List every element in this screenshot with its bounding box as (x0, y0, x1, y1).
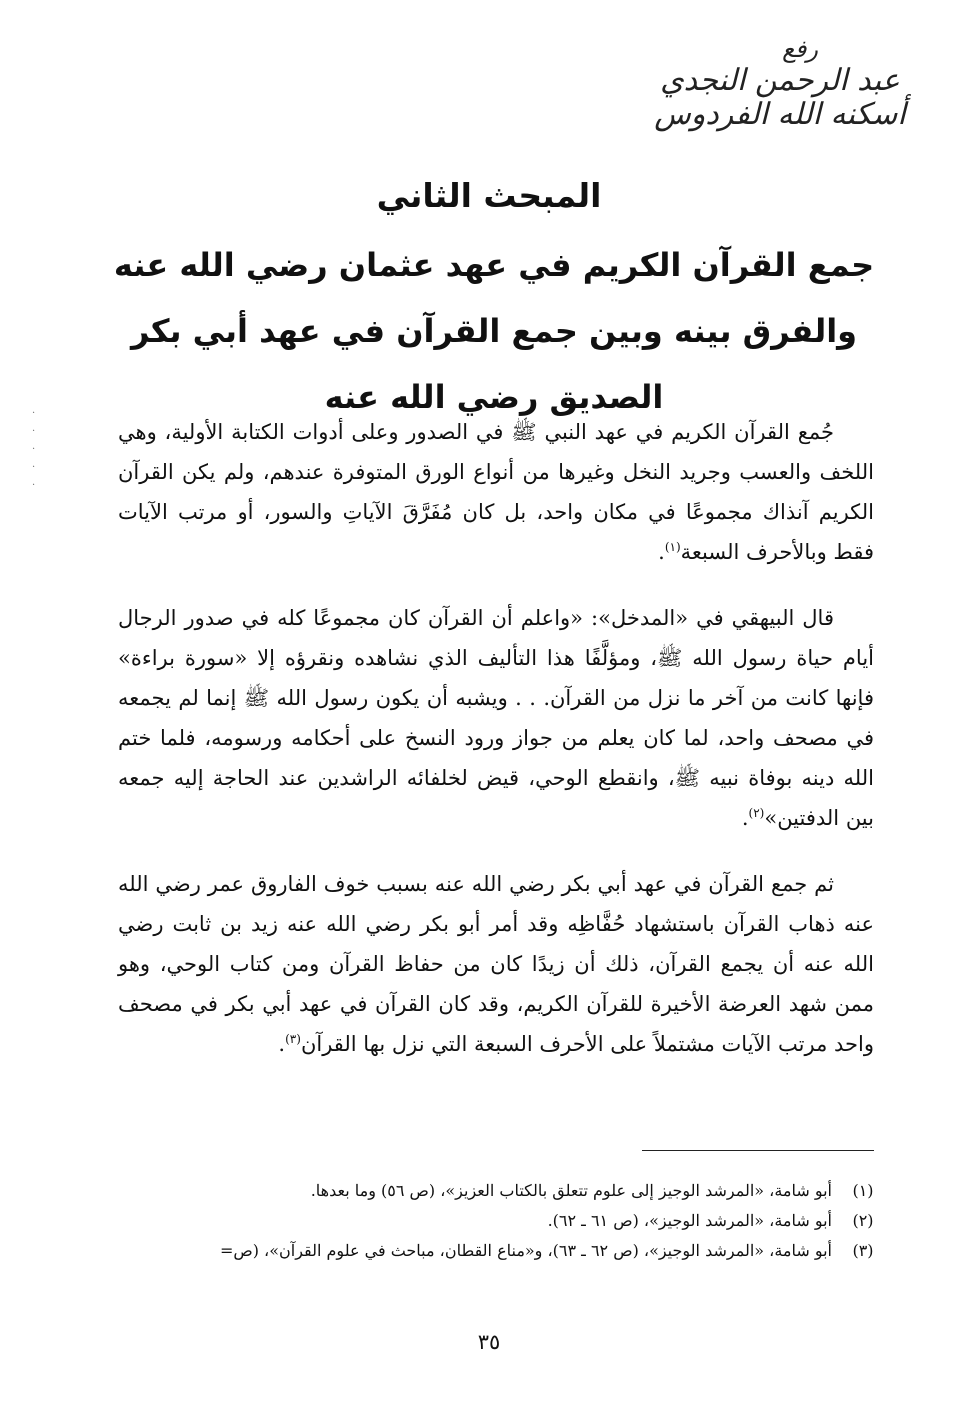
footnote-number: (٢) (852, 1211, 874, 1230)
paragraph-2 (118, 598, 874, 838)
footnote-ref[interactable]: (٣) (285, 1032, 301, 1046)
body-text (118, 412, 874, 1090)
footnote-item (110, 1206, 878, 1236)
paragraph-end: . (658, 540, 665, 564)
footnote-item (110, 1176, 878, 1206)
page-number: ٣٥ (477, 1330, 501, 1354)
section-title: المبحث الثاني (376, 176, 602, 215)
stamp-line-3: أسكنه الله الفردوس (654, 97, 906, 133)
paragraph-end: . (278, 1032, 286, 1056)
footnote-text: أبو شامة، «المرشد الوجيز»، (ص ٦٢ ـ ٦٣)، و«مناع القطان، مباحث في علوم القرآن»، (ص= (219, 1241, 832, 1260)
footnotes (110, 1176, 878, 1266)
footnote-text: أبو شامة، «المرشد الوجيز إلى علوم تتعلق بالكتاب العزيز»، (ص ٥٦) وما بعدها. (310, 1181, 832, 1200)
footnote-number: (١) (852, 1181, 874, 1200)
footnote-number: (٣) (852, 1241, 874, 1260)
chapter-heading: جمع القرآن الكريم في عهد عثمان رضي الله عنه والفرق بينه وبين جمع القرآن في عهد أبي بكر الصديق رضي الله عنه (113, 246, 875, 416)
library-stamp (640, 36, 920, 133)
stamp-line-2: عبد الرحمن النجدي (660, 62, 900, 98)
paragraph-1 (118, 412, 874, 572)
stamp-line-1: رفع (782, 35, 818, 63)
paragraph-end: . (741, 806, 749, 830)
footnote-ref[interactable]: (٢) (748, 806, 765, 820)
paragraph-text: قال البيهقي في «المدخل»: «واعلم أن القرآن كان مجموعًا كله في صدور الرجال أيام حياة رسول الله ﷺ، ومؤلَّفًا هذا التأليف الذي نشاهده ونقرؤه إلا «سورة براءة» فإنها كانت من آخر ما نزل من القرآن. . . ويشبه أن يكون رسول الله ﷺ إنما لم يجمعه في مصحف واحد، لما كان يعلم من جواز ورود النسخ على أحكامه ورسومه، فلما ختم الله دينه بوفاة نبيه ﷺ، وانقطع الوحي، قيض لخلفائه الراشدين عند الحاجة إليه جمعه بين الدفتين» (118, 606, 874, 830)
footnote-item (110, 1236, 878, 1266)
paragraph-text: ثم جمع القرآن في عهد أبي بكر رضي الله عنه بسبب خوف الفاروق عمر رضي الله عنه ذهاب القرآن باستشهاد حُفَّاظِه وقد أمر أبو بكر رضي الله عنه زيد بن ثابت رضي الله عنه أن يجمع القرآن، ذلك أن زيدًا كان من حفاظ القرآن ومن كتاب الوحي، وهو ممن شهد العرضة الأخيرة للقرآن الكريم، وقد كان القرآن في عهد أبي بكر في مصحف واحد مرتب الآيات مشتملاً على الأحرف السبعة التي نزل بها القرآن (118, 872, 874, 1056)
footnote-divider (642, 1150, 874, 1151)
footnote-text: أبو شامة، «المرشد الوجيز»، (ص ٦١ ـ ٦٢). (547, 1211, 832, 1230)
paragraph-3 (118, 864, 874, 1064)
margin-marks: · · · · · (32, 408, 36, 491)
paragraph-text: جُمع القرآن الكريم في عهد النبي ﷺ في الصدور وعلى أدوات الكتابة الأولية، وهي اللخف والعسب وجريد النخل وغيرها من أنواع الورق المتوفرة عندهم، ولم يكن القرآن الكريم آنذاك مجموعًا في مكان واحد، بل كان مُفَرَّقَ الآياتِ والسور، أو مرتب الآيات فقط وبالأحرف السبعة (118, 420, 874, 564)
footnote-ref[interactable]: (١) (664, 540, 681, 554)
